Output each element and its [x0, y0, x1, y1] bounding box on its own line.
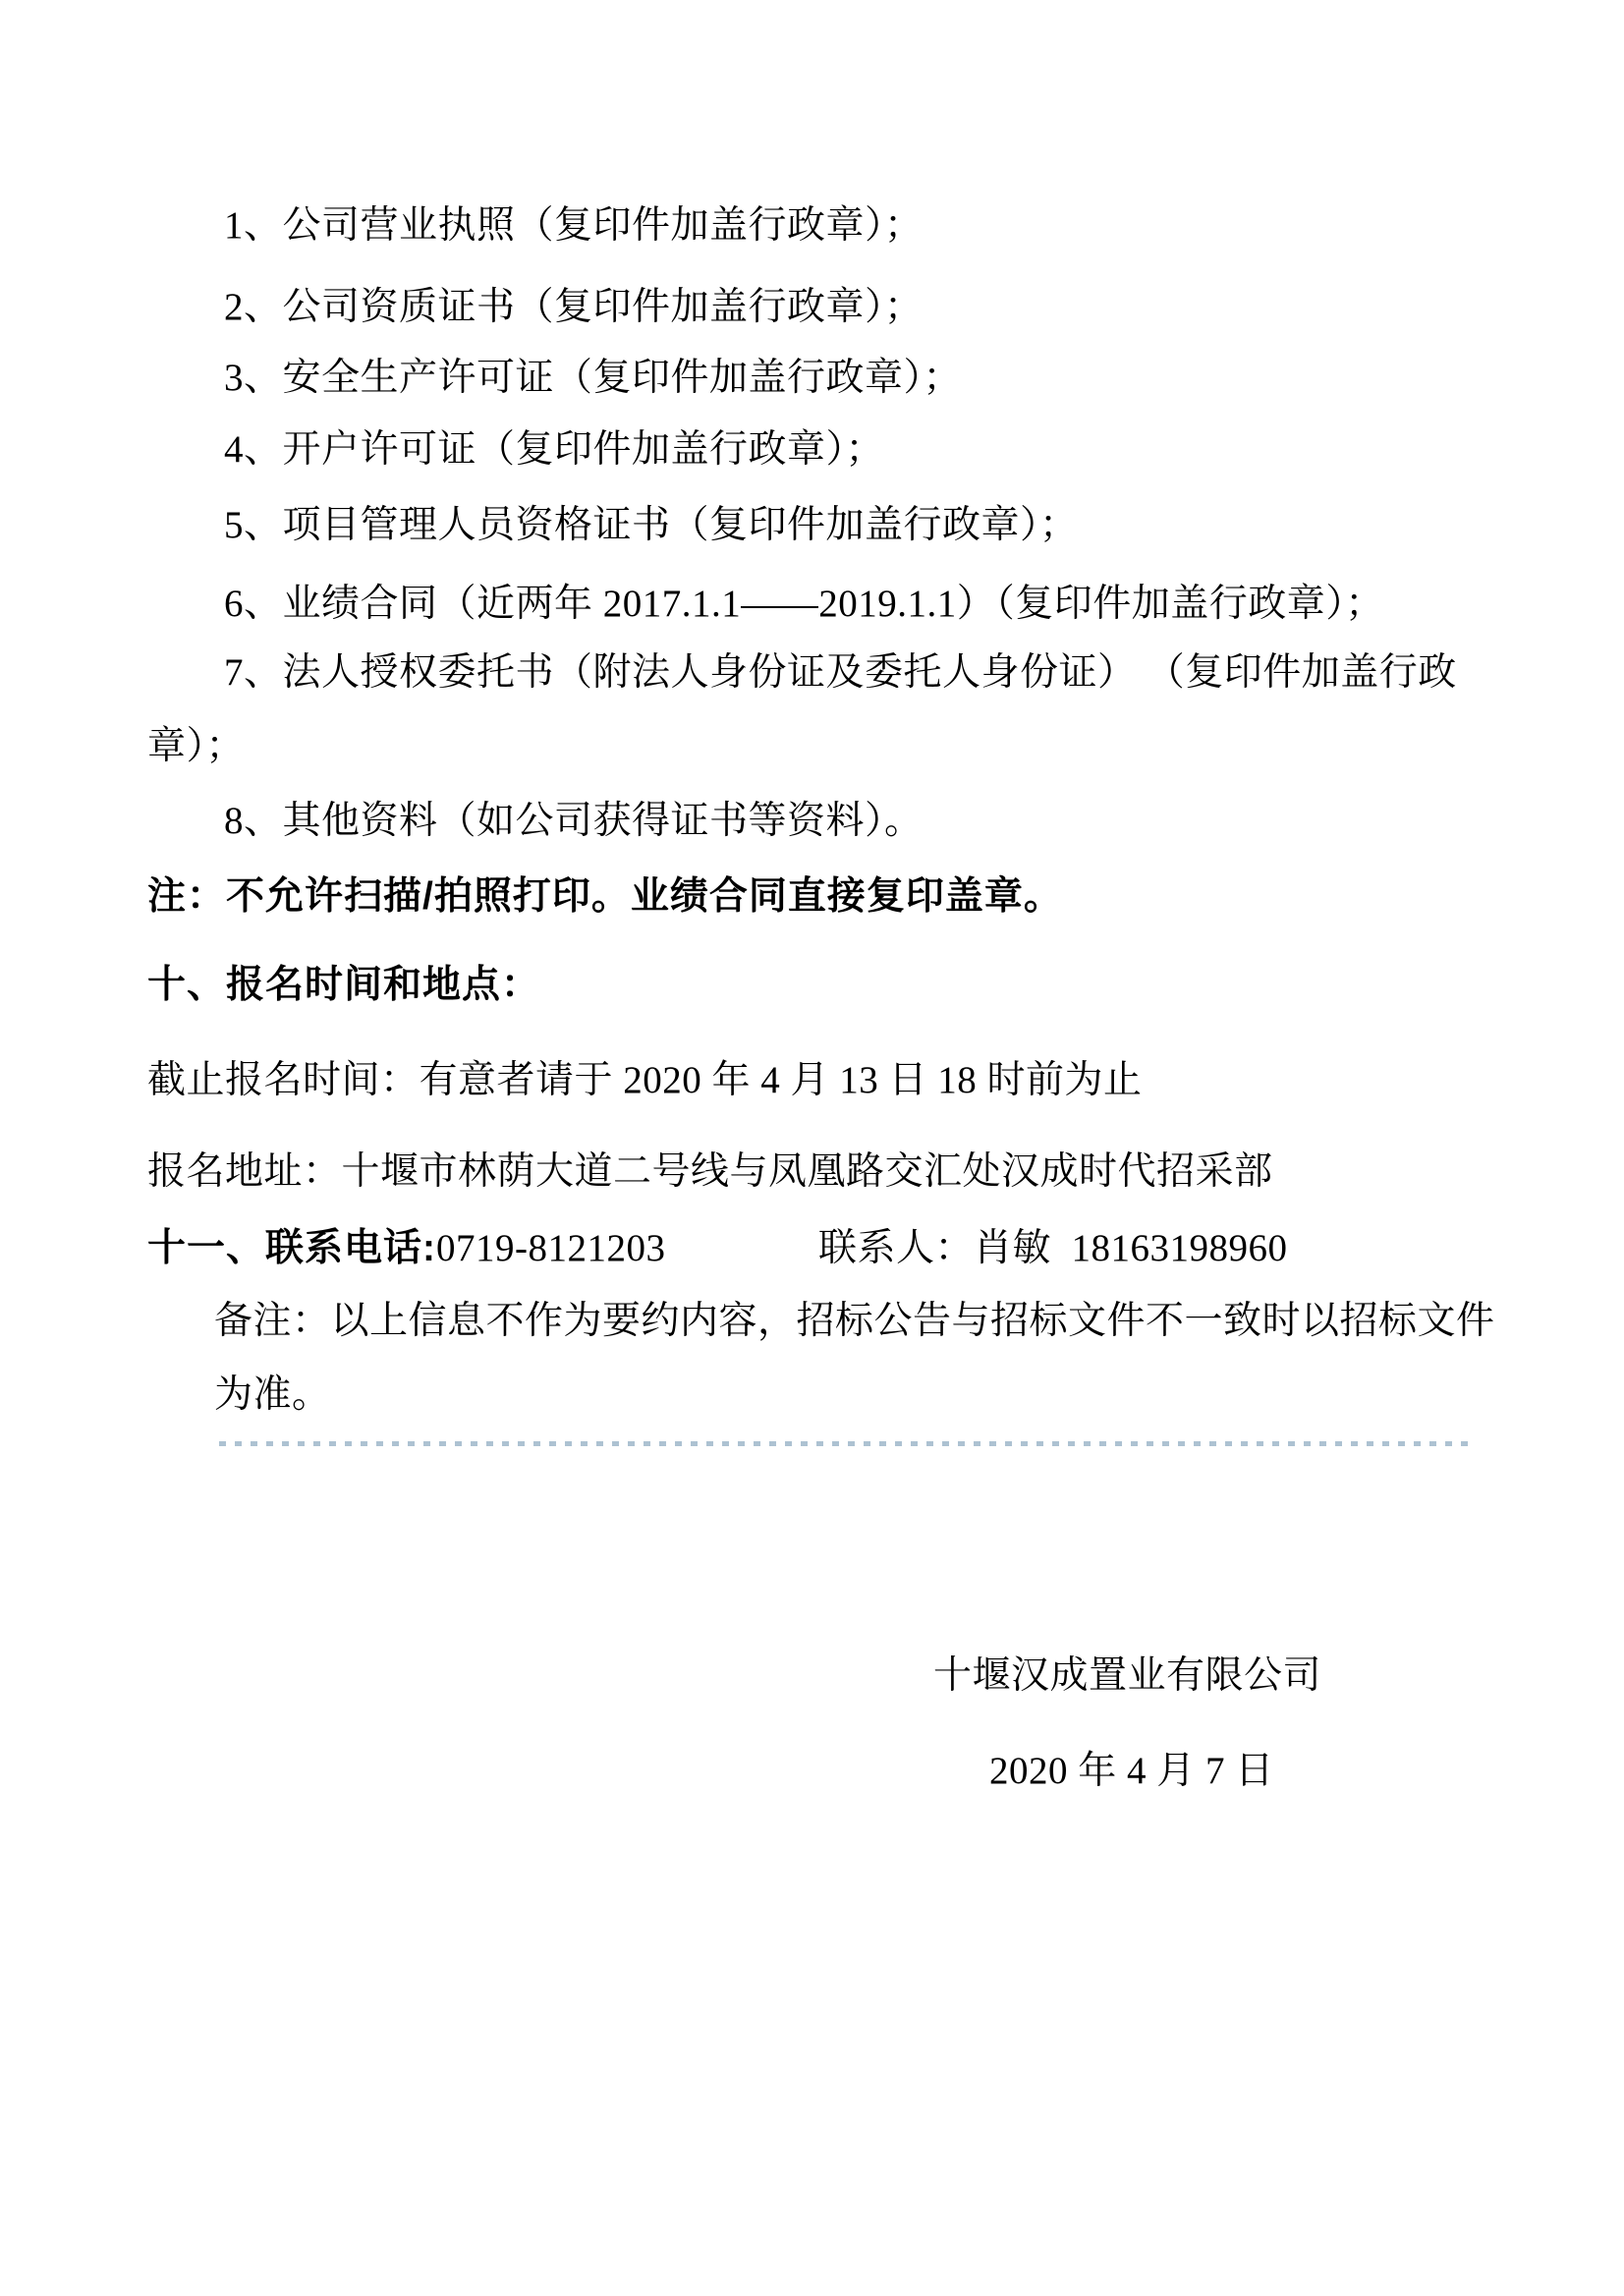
contact-phone-line — [147, 1226, 666, 1271]
address-line: 报名地址：十堰市林荫大道二号线与凤凰路交汇处汉成时代招采部 — [147, 1150, 1273, 1193]
remark-line-2: 为准。 — [214, 1373, 331, 1416]
list-item-1: 1、公司营业执照（复印件加盖行政章）； — [224, 204, 924, 247]
list-item-6: 6、业绩合同（近两年 2017.1.1——2019.1.1）（复印件加盖行政章）； — [224, 583, 1384, 625]
contact-phone-number: 0719-8121203 — [436, 1227, 666, 1269]
list-item-8: 8、其他资料（如公司获得证书等资料）。 — [224, 800, 924, 842]
list-item-3: 3、安全生产许可证（复印件加盖行政章）； — [224, 357, 963, 399]
signature-date: 2020 年 4 月 7 日 — [989, 1750, 1274, 1792]
list-item-7: 7、法人授权委托书（附法人身份证及委托人身份证） （复印件加盖行政 — [224, 651, 1457, 694]
note-line: 注：不允许扫描/拍照打印。业绩合同直接复印盖章。 — [147, 875, 1063, 918]
list-item-7-continuation: 章）； — [147, 725, 246, 767]
contact-phone-label: 十一、联系电话: — [147, 1227, 436, 1269]
dashed-divider — [219, 1441, 1475, 1446]
list-item-5: 5、项目管理人员资格证书（复印件加盖行政章）； — [224, 504, 1079, 546]
contact-person: 联系人：肖敏 18163198960 — [818, 1227, 1288, 1269]
deadline-line: 截止报名时间：有意者请于 2020 年 4 月 13 日 18 时前为止 — [147, 1059, 1143, 1101]
remark-line-1: 备注：以上信息不作为要约内容，招标公告与招标文件不一致时以招标文件 — [214, 1300, 1495, 1342]
list-item-2: 2、公司资质证书（复印件加盖行政章）； — [224, 286, 924, 328]
section-10-heading: 十、报名时间和地点： — [147, 964, 541, 1006]
list-item-4: 4、开户许可证（复印件加盖行政章）； — [224, 428, 885, 471]
signature-company: 十堰汉成置业有限公司 — [933, 1654, 1322, 1697]
